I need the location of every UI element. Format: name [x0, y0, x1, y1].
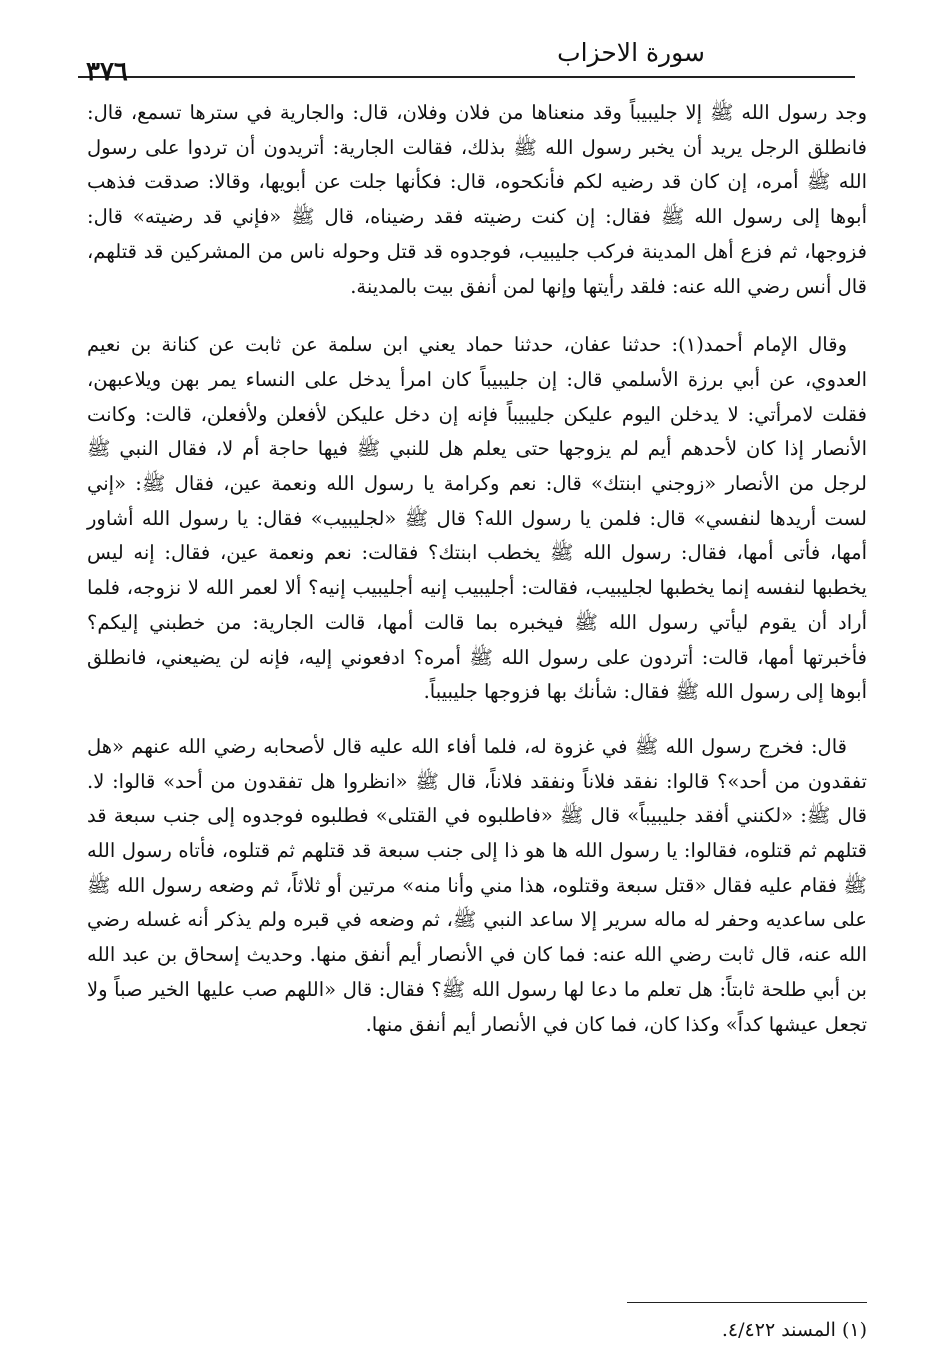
footnote: (١) المسند ٤/٤٢٢. [721, 1319, 867, 1341]
paragraph-1: وجد رسول الله ﷺ إلا جليبيباً وقد منعناها من فلان وفلان، قال: والجارية في سترها تسمع، قال: فانطلق الرجل يريد أن يخبر رسول الله ﷺ بذلك، فقالت الجارية: أتريدون أن تردوا على رسول الله ﷺ أمره، إن كان قد رضيه لكم فأنكحوه، قال: فكأنها جلت عن أبويها، وقالا: صدقت فذهب أبوها إلى رسول الله ﷺ فقال: إن كنت رضيته فقد رضيناه، قال ﷺ «فإني قد رضيته» قال: فزوجها، ثم فزع أهل المدينة فركب جليبيب، فوجدوه قد قتل وحوله ناس من المشركين قد قتلهم، قال أنس رضي الله عنه: فلقد رأيتها وإنها لمن أنفق بيت بالمدينة. [87, 101, 867, 298]
paragraph-gap [87, 304, 867, 328]
page-number: ٣٧٦ [86, 57, 128, 87]
footnote-divider [627, 1302, 867, 1303]
paragraph-gap [87, 710, 867, 730]
running-header [78, 22, 855, 78]
paragraph-2: وقال الإمام أحمد(١): حدثنا عفان، حدثنا حماد يعني ابن سلمة عن ثابت عن كنانة بن نعيم العدوي، عن أبي برزة الأسلمي قال: إن جليبيباً كان امرأ يدخل على النساء يمر بهن ويلاعبهن، فقلت لامرأتي: لا يدخلن اليوم عليكن جليبيباً فإنه إن دخل عليكن لأفعلن ولأفعلن، قالت: وكانت الأنصار إذا كان لأحدهم أيم لم يزوجها حتى يعلم هل للنبي ﷺ فيها حاجة أم لا، فقال النبي ﷺ لرجل من الأنصار «زوجني ابنتك» قال: نعم وكرامة يا رسول الله ونعمة عين، فقال ﷺ: «إني لست أريدها لنفسي» قال: فلمن يا رسول الله؟ قال ﷺ «لجليبيب» فقال: يا رسول الله أشاور أمها، فأتى أمها، فقال: رسول الله ﷺ يخطب ابنتك؟ فقالت: نعم ونعمة عين، فقال: إنه ليس يخطبها لنفسه إنما يخطبها لجليبيب، فقالت: أجليبيب إنيه أجليبيب إنيه؟ ألا لعمر الله لا نزوجه، فلما أراد أن يقوم ليأتي رسول الله ﷺ فيخبره بما قالت أمها، قالت الجارية: من خطبني إليكم؟ فأخبرتها أمها، قالت: أتردون على رسول الله ﷺ أمره؟ ادفعوني إليه، فإنه لن يضيعني، فانطلق أبوها إلى رسول الله ﷺ فقال: شأنك بها فزوجها جليبيباً. [87, 333, 867, 704]
page-body [87, 96, 867, 1042]
surah-title: سورة الاحزاب [557, 38, 705, 67]
paragraph-3: قال: فخرج رسول الله ﷺ في غزوة له، فلما أفاء الله عليه قال لأصحابه رضي الله عنهم «هل تفقدون من أحد»؟ قالوا: نفقد فلاناً ونفقد فلاناً، قال ﷺ «انظروا هل تفقدون من أحد» قالوا: لا. قال ﷺ: «لكنني أفقد جليبيباً» قال ﷺ «فاطلبوه في القتلى» فطلبوه فوجدوه إلى جنب سبعة قد قتلهم ثم قتلوه، فقالوا: يا رسول الله ها هو ذا إلى جنب سبعة قد قتلهم ثم قتلوه، فأتاه رسول الله ﷺ فقام عليه فقال «قتل سبعة وقتلوه، هذا مني وأنا منه» مرتين أو ثلاثاً، ثم وضعه رسول الله ﷺ على ساعديه وحفر له ماله سرير إلا ساعد النبي ﷺ، ثم وضعه في قبره ولم يذكر أنه غسله رضي الله عنه، قال ثابت رضي الله عنه: فما كان في الأنصار أيم أنفق منها. وحديث إسحاق بن عبد الله بن أبي طلحة ثابتاً: هل تعلم ما دعا لها رسول الله ﷺ؟ فقال: قال «اللهم صب عليها الخير صباً ولا تجعل عيشها كداً» وكذا كان، فما كان في الأنصار أيم أنفق منها. [87, 734, 867, 1036]
